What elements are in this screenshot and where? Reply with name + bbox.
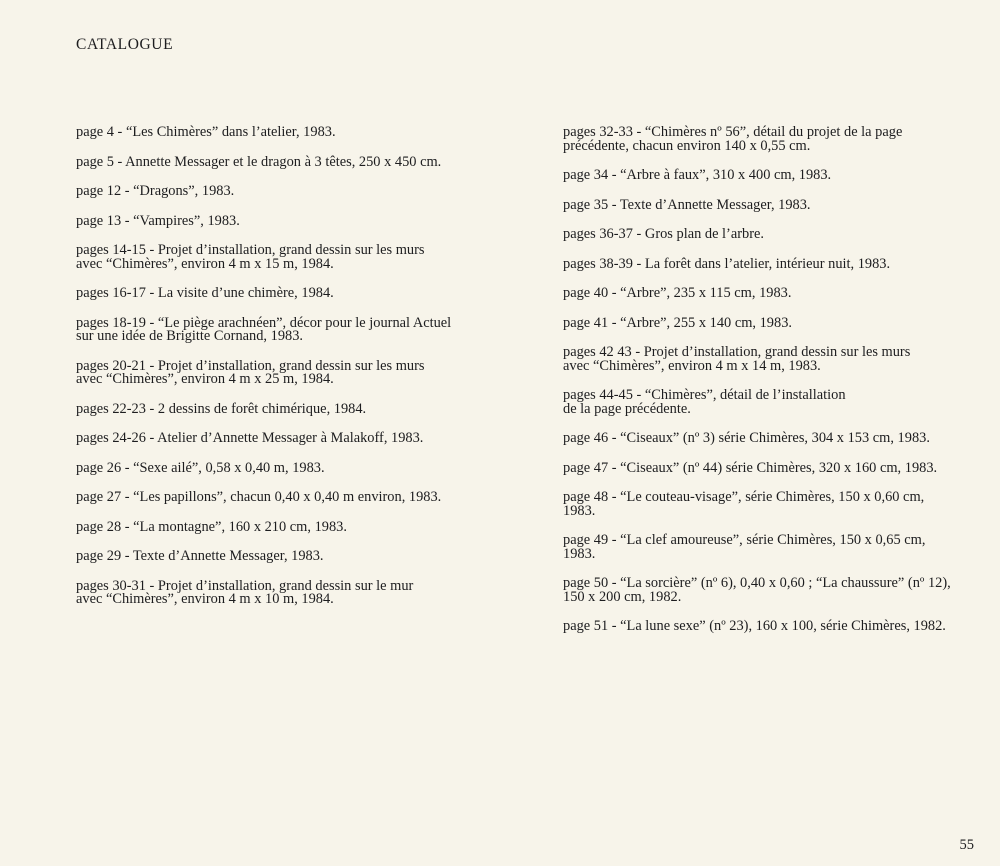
page-number: 55 [959,837,974,853]
catalogue-entry: pages 44-45 - “Chimères”, détail de l’installation de la page précédente. [563,387,846,417]
catalogue-entry: page 46 - “Ciseaux” (nº 3) série Chimères, 304 x 153 cm, 1983. [563,430,930,446]
catalogue-entry: pages 18-19 - “Le piège arachnéen”, décor pour le journal Actuel sur une idée de Brigitte Cornand, 1983. [76,314,452,344]
catalogue-entry: pages 38-39 - La forêt dans l’atelier, intérieur nuit, 1983. [563,255,891,272]
catalogue-entry: pages 42 43 - Projet d’installation, grand dessin sur les murs avec “Chimères”, environ 4 m x 14 m, 1983. [563,344,911,374]
catalogue-entry: page 35 - Texte d’Annette Messager, 1983. [563,196,811,213]
catalogue-entry: pages 22-23 - 2 dessins de forêt chimérique, 1984. [76,400,367,417]
catalogue-entry: pages 24-26 - Atelier d’Annette Messager à Malakoff, 1983. [76,430,424,446]
page-title: CATALOGUE [76,36,174,53]
catalogue-entry: page 5 - Annette Messager et le dragon à 3 têtes, 250 x 450 cm. [76,153,442,170]
catalogue-left-column [76,126,516,623]
catalogue-right-column [563,126,1000,650]
catalogue-entry: page 4 - “Les Chimères” dans l’atelier, 1983. [76,124,336,140]
catalogue-entry: page 41 - “Arbre”, 255 x 140 cm, 1983. [563,314,792,331]
catalogue-entry: pages 36-37 - Gros plan de l’arbre. [563,226,764,242]
catalogue-entry: page 12 - “Dragons”, 1983. [76,183,235,199]
catalogue-entry: pages 14-15 - Projet d’installation, grand dessin sur les murs avec “Chimères”, environ 4 m x 15 m, 1984. [76,242,425,272]
catalogue-entry: page 50 - “La sorcière” (nº 6), 0,40 x 0,60 ; “La chaussure” (nº 12), 150 x 200 cm, 1982. [563,575,951,605]
catalogue-entry: pages 16-17 - La visite d’une chimère, 1984. [76,285,334,301]
catalogue-entry: page 40 - “Arbre”, 235 x 115 cm, 1983. [563,285,792,301]
catalogue-entry: page 28 - “La montagne”, 160 x 210 cm, 1983. [76,518,347,535]
catalogue-entry: pages 32-33 - “Chimères nº 56”, détail du projet de la page précédente, chacun environ 140 x 0,55 cm. [563,124,903,154]
catalogue-entry: page 29 - Texte d’Annette Messager, 1983. [76,548,324,564]
catalogue-entry: page 47 - “Ciseaux” (nº 44) série Chimères, 320 x 160 cm, 1983. [563,459,938,476]
catalogue-entry: page 27 - “Les papillons”, chacun 0,40 x 0,40 m environ, 1983. [76,489,442,505]
catalogue-entry: pages 20-21 - Projet d’installation, grand dessin sur les murs avec “Chimères”, environ 4 m x 25 m, 1984. [76,357,425,387]
catalogue-entry: page 34 - “Arbre à faux”, 310 x 400 cm, 1983. [563,167,832,183]
catalogue-entry: pages 30-31 - Projet d’installation, grand dessin sur le mur avec “Chimères”, environ 4 m x 10 m, 1984. [76,577,414,607]
catalogue-entry: page 13 - “Vampires”, 1983. [76,212,240,229]
catalogue-entry: page 26 - “Sexe ailé”, 0,58 x 0,40 m, 1983. [76,459,325,476]
catalogue-entry: page 48 - “Le couteau-visage”, série Chimères, 150 x 0,60 cm, 1983. [563,489,925,519]
catalogue-entry: page 49 - “La clef amoureuse”, série Chimères, 150 x 0,65 cm, 1983. [563,532,926,562]
catalogue-entry: page 51 - “La lune sexe” (nº 23), 160 x 100, série Chimères, 1982. [563,618,946,634]
